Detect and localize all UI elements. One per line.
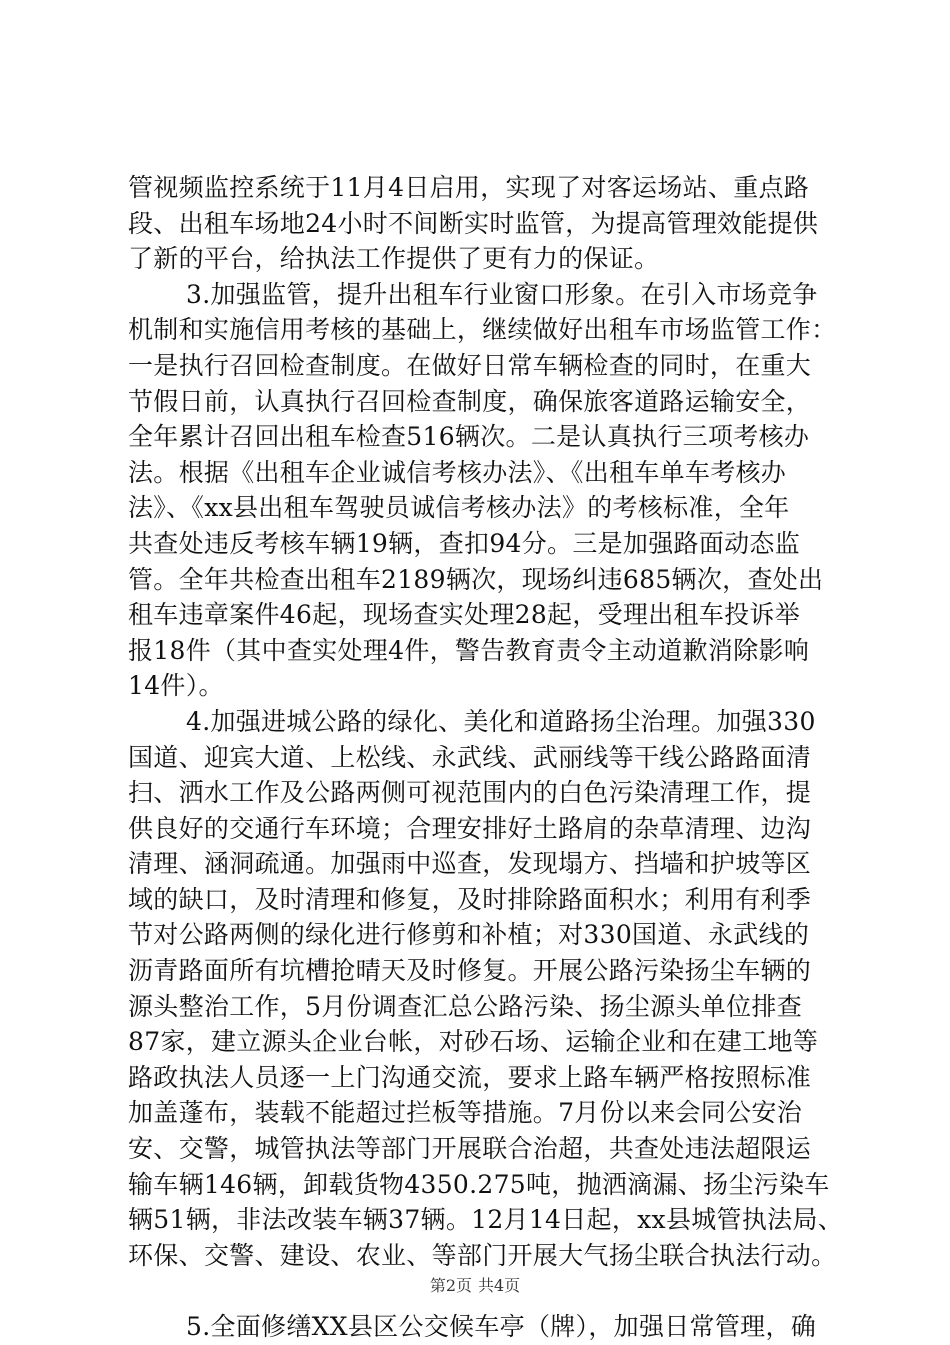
page-number: 第2页 (429, 1276, 472, 1295)
page-footer (0, 1276, 950, 1296)
text-line: 报18件（其中查实处理4件，警告教育责令主动道歉消除影响 (128, 635, 810, 665)
text-line: 节对公路两侧的绿化进行修剪和补植；对330国道、永武线的 (128, 920, 810, 950)
text-line: 安、交警，城管执法等部门开展联合治超，共查处违法超限运 (128, 1134, 812, 1164)
text-line: 租车违章案件46起，现场查实处理28起，受理出租车投诉举 (128, 600, 801, 630)
text-line: 域的缺口，及时清理和修复，及时排除路面积水；利用有利季 (128, 884, 812, 914)
paragraph-3-heading-line: 3.加强监管，提升出租车行业窗口形象。在引入市场竞争 (186, 279, 818, 309)
text-line: 国道、迎宾大道、上松线、永武线、武丽线等干线公路路面清 (128, 742, 812, 772)
text-line: 87家，建立源头企业台帐，对砂石场、运输企业和在建工地等 (128, 1027, 819, 1057)
text-line: 源头整治工作，5月份调查汇总公路污染、扬尘源头单位排查 (128, 991, 803, 1021)
page-total: 共4页 (478, 1276, 521, 1295)
text-line: 法。根据《出租车企业诚信考核办法》、《出租车单车考核办 (128, 457, 787, 487)
text-line: 共查处违反考核车辆19辆，查扣94分。三是加强路面动态监 (128, 528, 801, 558)
text-line: 法》、《xx县出租车驾驶员诚信考核办法》的考核标准，全年 (128, 493, 790, 523)
document-body (128, 170, 844, 1345)
text-line: 扫、洒水工作及公路两侧可视范围内的白色污染清理工作，提 (128, 778, 812, 808)
text-line: 了新的平台，给执法工作提供了更有力的保证。 (128, 244, 660, 274)
text-line: 辆51辆，非法改装车辆37辆。12月14日起，xx县城管执法局、 (128, 1205, 844, 1235)
paragraph-4-heading-line: 4.加强进城公路的绿化、美化和道路扬尘治理。加强330 (186, 706, 816, 736)
text-line: 管。全年共检查出租车2189辆次，现场纠违685辆次，查处出 (128, 564, 824, 594)
text-line: 输车辆146辆，卸载货物4350.275吨，抛洒滴漏、扬尘污染车 (128, 1169, 830, 1199)
text-line: 清理、涵洞疏通。加强雨中巡查，发现塌方、挡墙和护坡等区 (128, 849, 812, 879)
text-line: 管视频监控系统于11月4日启用，实现了对客运场站、重点路 (128, 173, 810, 202)
text-line: 路政执法人员逐一上门沟通交流，要求上路车辆严格按照标准 (128, 1062, 812, 1092)
text-line: 机制和实施信用考核的基础上，继续做好出租车市场监管工作： (128, 315, 837, 345)
text-line: 加盖蓬布，装载不能超过拦板等措施。7月份以来会同公安治 (128, 1098, 803, 1128)
text-line: 环保、交警、建设、农业、等部门开展大气扬尘联合执法行动。 (128, 1240, 837, 1270)
text-line: 14件）。 (128, 671, 224, 701)
paragraph-5-heading-line: 5.全面修缮XX县区公交候车亭（牌），加强日常管理，确 (186, 1312, 817, 1342)
text-line: 一是执行召回检查制度。在做好日常车辆检查的同时，在重大 (128, 350, 812, 380)
text-line: 段、出租车场地24小时不间断实时监管，为提高管理效能提供 (128, 208, 819, 238)
text-line: 全年累计召回出租车检查516辆次。二是认真执行三项考核办 (128, 422, 810, 452)
text-line: 供良好的交通行车环境；合理安排好土路肩的杂草清理、边沟 (128, 813, 812, 843)
text-line: 沥青路面所有坑槽抢晴天及时修复。开展公路污染扬尘车辆的 (128, 956, 812, 986)
text-line: 节假日前，认真执行召回检查制度，确保旅客道路运输安全， (128, 386, 812, 416)
